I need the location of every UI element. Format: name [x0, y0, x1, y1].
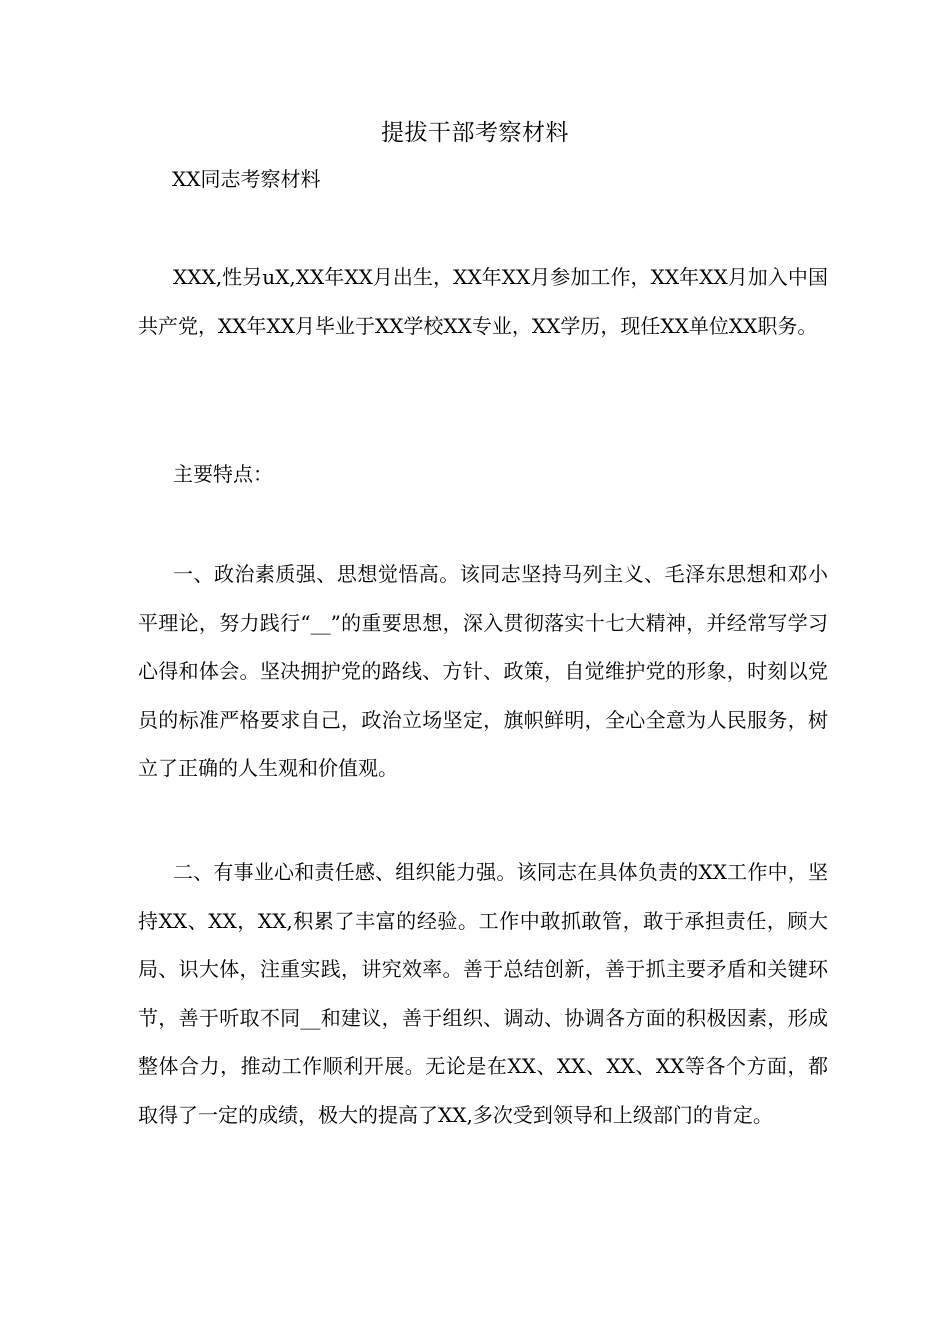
point-two-paragraph: 二、有事业心和责任感、组织能力强。该同志在具体负责的XX工作中，坚持XX、XX，XX,积累了丰富的经验。工作中敢抓敢管，敢于承担责任，顾大局、识大体，注重实践，讲究效率。善于总结创新，善于抓主要矛盾和关键环节，善于听取不同__和建议，善于组织、调动、协调各方面的积极因素，形成整体合力，推动工作顺利开展。无论是在XX、XX、XX、XX等各个方面，都取得了一定的成绩，极大的提高了XX,多次受到领导和上级部门的肯定。 [138, 860, 828, 1127]
section-heading: 主要特点： [173, 462, 273, 486]
document-subtitle: XX同志考察材料 [172, 167, 321, 191]
intro-paragraph: XXX,性另uX,XX年XX月出生，XX年XX月参加工作，XX年XX月加入中国共产党，XX年XX月毕业于XX学校XX专业，XX学历，现任XX单位XX职务。 [138, 265, 828, 338]
document-title: 提拔干部考察材料 [381, 120, 569, 146]
point-one-paragraph: 一、政治素质强、思想觉悟高。该同志坚持马列主义、毛泽东思想和邓小平理论，努力践行“__”的重要思想，深入贯彻落实十七大精神，并经常写学习心得和体会。坚决拥护党的路线、方针、政策，自觉维护党的形象，时刻以党员的标准严格要求自己，政治立场坚定，旗帜鲜明，全心全意为人民服务，树立了正确的人生观和价值观。 [138, 562, 828, 780]
